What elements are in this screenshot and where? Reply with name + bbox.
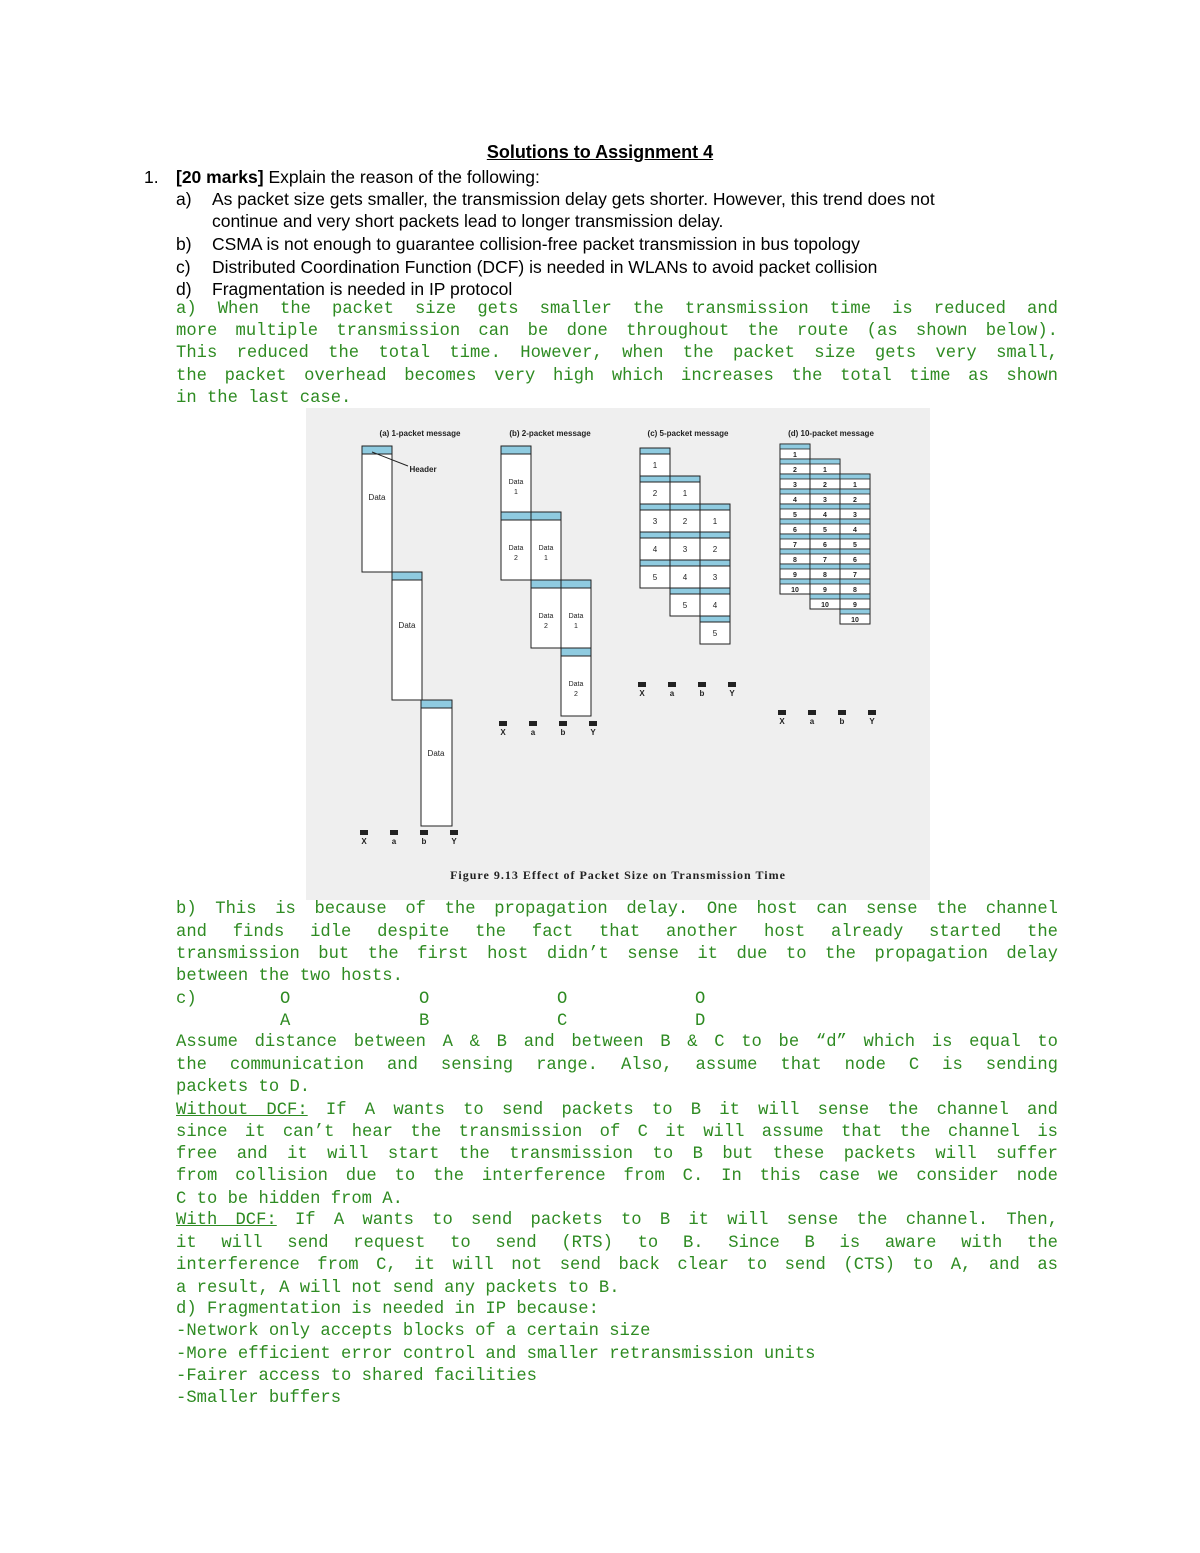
answer-b-line: b) This is because of the propagation delay. One host can sense the channel — [176, 900, 1058, 919]
panel-d-node-label: Y — [869, 717, 875, 726]
panel-title: (c) 5-packet message — [647, 429, 729, 438]
answer-c-without-line: from collision due to the interference from C. In this case we consider node — [176, 1167, 1058, 1186]
packet-d-cell-label: 1 — [853, 482, 857, 489]
packet-c-cell-label: 2 — [712, 545, 718, 554]
packet-a-3 — [421, 700, 452, 826]
packet-d-cell-label: 8 — [823, 572, 827, 579]
packet-d-cell-label: 9 — [853, 602, 857, 609]
answer-c-with-line: interference from C, it will not send back clear to send (CTS) to A, and as — [176, 1256, 1058, 1275]
packet-b-data-label: Data — [508, 479, 524, 486]
packet-c-cell-label: 5 — [682, 601, 688, 610]
packet-d-cell-header — [780, 504, 810, 509]
panel-c-node-marker — [668, 682, 676, 687]
answer-c-with-line — [176, 1211, 1058, 1230]
packet-c-cell-header — [670, 560, 700, 566]
answer-d-point: -Fairer access to shared facilities — [176, 1367, 537, 1386]
panel-d-node-label: b — [839, 717, 845, 726]
packet-c-cell-header — [700, 616, 730, 622]
panel-b-node-label: a — [530, 728, 536, 737]
packet-diagram — [306, 408, 930, 900]
panel-c-node-marker — [728, 682, 736, 687]
packet-d-cell-header — [810, 504, 840, 509]
packet-c-cell-header — [640, 532, 670, 538]
panel-b-node-marker — [589, 721, 597, 726]
packet-d-cell-label: 3 — [823, 497, 827, 504]
packet-b-cell-header — [531, 512, 561, 520]
packet-b-num-label: 1 — [574, 623, 578, 630]
panel-c-node-label: a — [669, 689, 675, 698]
packet-d-cell-label: 5 — [853, 542, 857, 549]
panel-d-node-marker — [778, 710, 786, 715]
packet-c-cell-header — [670, 476, 700, 482]
packet-b-num-label: 2 — [574, 691, 578, 698]
panel-c-node-label: Y — [729, 689, 735, 698]
packet-d-cell-header — [840, 609, 870, 614]
item-label-a: a) — [176, 189, 192, 209]
packet-d-cell-header — [840, 579, 870, 584]
packet-c-cell-header — [640, 504, 670, 510]
panel-title: (d) 10-packet message — [788, 429, 874, 438]
packet-c-cell-header — [700, 560, 730, 566]
packet-d-cell-label: 6 — [823, 542, 827, 549]
answer-b-line: and finds idle despite the fact that another host already started the — [176, 923, 1058, 942]
packet-d-cell-label: 10 — [821, 602, 829, 609]
item-a-line-1: As packet size gets smaller, the transmission delay gets shorter. However, this trend does not — [212, 189, 935, 209]
packet-b-data-label: Data — [538, 545, 554, 552]
item-label-c: c) — [176, 257, 191, 277]
packet-d-cell-header — [780, 459, 810, 464]
packet-c-cell-header — [670, 532, 700, 538]
node-circle: O — [280, 990, 291, 1009]
without-dcf-text: If A wants to send packets to B it will sense the channel and — [307, 1101, 1058, 1120]
packet-d-cell-label: 9 — [823, 587, 827, 594]
node-circle: O — [419, 990, 430, 1009]
packet-c-cell-header — [670, 588, 700, 594]
packet-d-cell-label: 8 — [853, 587, 857, 594]
packet-d-cell-header — [810, 519, 840, 524]
panel-c-node-label: X — [639, 689, 645, 698]
packet-c-cell-label: 2 — [682, 517, 688, 526]
packet-d-cell-header — [810, 534, 840, 539]
packet-b-num-label: 1 — [544, 555, 548, 562]
answer-b-line: transmission but the first host didn’t sense it due to the propagation delay — [176, 945, 1058, 964]
question-marks: [20 marks] — [176, 167, 264, 187]
packet-d-cell-header — [780, 489, 810, 494]
packet-d-cell-header — [810, 594, 840, 599]
packet-d-cell-label: 5 — [793, 512, 797, 519]
panel-b-node-label: X — [500, 728, 506, 737]
packet-b-num-label: 1 — [514, 489, 518, 496]
answer-c-with-line: a result, A will not send any packets to B. — [176, 1279, 620, 1298]
panel-a-node-label: a — [391, 837, 397, 846]
packet-d-cell-label: 4 — [823, 512, 827, 519]
packet-c-cell-label: 3 — [682, 545, 688, 554]
packet-d-cell-label: 7 — [823, 557, 827, 564]
packet-b-cell-header — [501, 446, 531, 454]
answer-a-line: in the last case. — [176, 389, 352, 408]
packet-c-cell-header — [670, 504, 700, 510]
packet-d-cell-label: 4 — [793, 497, 797, 504]
item-c-line-1: Distributed Coordination Function (DCF) is needed in WLANs to avoid packet collision — [212, 257, 878, 277]
panel-b-node-marker — [559, 721, 567, 726]
node-label-a: A — [280, 1012, 291, 1031]
packet-c-cell-label: 5 — [712, 629, 718, 638]
packet-b-cell-header — [561, 648, 591, 656]
packet-b-data-label: Data — [568, 613, 584, 620]
packet-d-cell-header — [780, 474, 810, 479]
panel-d-node-marker — [838, 710, 846, 715]
packet-c-cell-label: 2 — [652, 489, 658, 498]
answer-a-line: This reduced the total time. However, when the packet size gets very small, — [176, 344, 1058, 363]
answer-c-without-line: since it can’t hear the transmission of C it will assume that the channel is — [176, 1123, 1058, 1142]
packet-b-cell-header — [501, 512, 531, 520]
packet-b-data-label: Data — [538, 613, 554, 620]
packet-a-2-header — [392, 572, 422, 580]
packet-d-cell-label: 10 — [791, 587, 799, 594]
packet-d-cell-label: 3 — [793, 482, 797, 489]
packet-d-cell-label: 6 — [853, 557, 857, 564]
panel-d-node-label: a — [809, 717, 815, 726]
panel-a-node-marker — [450, 830, 458, 835]
packet-c-cell-label: 1 — [652, 461, 658, 470]
panel-title: (b) 2-packet message — [509, 429, 591, 438]
packet-b-num-label: 2 — [544, 623, 548, 630]
answer-a-line: the packet overhead becomes very high which increases the total time as shown — [176, 367, 1058, 386]
packet-d-cell-header — [780, 549, 810, 554]
packet-c-cell-header — [700, 532, 730, 538]
packet-b-data-label: Data — [508, 545, 524, 552]
question-number: 1. — [144, 167, 159, 187]
packet-a-1 — [362, 446, 392, 572]
packet-c-cell-label: 3 — [652, 517, 658, 526]
answer-c-without-line: C to be hidden from A. — [176, 1190, 403, 1209]
packet-d-cell-label: 7 — [853, 572, 857, 579]
question-prompt-text: Explain the reason of the following: — [268, 167, 540, 187]
packet-c-cell-label: 1 — [682, 489, 688, 498]
answer-c-without-line: free and it will start the transmission to B but these packets will suffer — [176, 1145, 1058, 1164]
question-prompt — [176, 167, 540, 188]
panel-a-node-label: Y — [451, 837, 457, 846]
figure-caption: Figure 9.13 Effect of Packet Size on Transmission Time — [450, 868, 786, 882]
packet-b-num-label: 2 — [514, 555, 518, 562]
packet-d-cell-header — [780, 564, 810, 569]
panel-b-node-marker — [499, 721, 507, 726]
header-label: Header — [409, 465, 437, 474]
packet-d-cell-label: 2 — [853, 497, 857, 504]
packet-c-cell-label: 1 — [712, 517, 718, 526]
item-label-d: d) — [176, 279, 192, 299]
panel-title: (a) 1-packet message — [379, 429, 461, 438]
packet-d-cell-label: 1 — [793, 452, 797, 459]
panel-a-node-label: b — [421, 837, 427, 846]
packet-d-cell-header — [810, 489, 840, 494]
packet-d-cell-header — [840, 534, 870, 539]
packet-a-1-header — [362, 446, 392, 454]
packet-b-cell-header — [531, 580, 561, 588]
packet-c-cell-label: 5 — [652, 573, 658, 582]
packet-a-3-header — [421, 700, 452, 708]
packet-d-cell-label: 2 — [823, 482, 827, 489]
packet-c-cell-label: 3 — [712, 573, 718, 582]
packet-c-cell-label: 4 — [682, 573, 688, 582]
panel-c-node-label: b — [699, 689, 705, 698]
packet-d-cell-label: 3 — [853, 512, 857, 519]
page-title: Solutions to Assignment 4 — [486, 142, 714, 162]
panel-d-node-marker — [808, 710, 816, 715]
panel-c-node-marker — [698, 682, 706, 687]
packet-a-2-label: Data — [398, 621, 416, 630]
node-label-b: B — [419, 1012, 430, 1031]
packet-a-2 — [392, 572, 422, 700]
packet-d-cell-label: 7 — [793, 542, 797, 549]
packet-d-cell-label: 9 — [793, 572, 797, 579]
panel-b-node-label: b — [560, 728, 566, 737]
item-a-line-2: continue and very short packets lead to longer transmission delay. — [212, 211, 724, 231]
packet-c-cell-header — [640, 560, 670, 566]
packet-d-cell-label: 6 — [793, 527, 797, 534]
packet-d-cell-header — [840, 489, 870, 494]
panel-d-node-label: X — [779, 717, 785, 726]
packet-d-cell-label: 8 — [793, 557, 797, 564]
item-d-line-1: Fragmentation is needed in IP protocol — [212, 279, 513, 299]
packet-d-cell-header — [810, 474, 840, 479]
answer-c-without-line — [176, 1101, 1058, 1120]
answer-b-line: between the two hosts. — [176, 967, 403, 986]
without-dcf-heading: Without DCF: — [176, 1101, 308, 1120]
packet-c-cell-header — [640, 448, 670, 454]
packet-d-cell-header — [840, 594, 870, 599]
node-circle: O — [695, 990, 706, 1009]
packet-d-cell-header — [840, 549, 870, 554]
packet-b-data-label: Data — [568, 681, 584, 688]
packet-d-cell-header — [780, 444, 810, 449]
panel-a-node-marker — [420, 830, 428, 835]
packet-d-cell-header — [840, 564, 870, 569]
packet-d-cell-label: 10 — [851, 617, 859, 624]
packet-d-cell-label: 2 — [793, 467, 797, 474]
packet-size-figure — [306, 408, 930, 900]
answer-c-with-line: it will send request to send (RTS) to B. Since B is aware with the — [176, 1234, 1058, 1253]
with-dcf-heading: With DCF: — [176, 1211, 277, 1230]
packet-d-cell-header — [780, 534, 810, 539]
node-label-d: D — [695, 1012, 706, 1031]
panel-d-node-marker — [868, 710, 876, 715]
answer-a-line: a) When the packet size gets smaller the transmission time is reduced and — [176, 300, 1058, 319]
packet-d-cell-header — [840, 504, 870, 509]
packet-d-cell-header — [810, 549, 840, 554]
panel-a-node-marker — [360, 830, 368, 835]
packet-d-cell-header — [810, 564, 840, 569]
answer-c-assume: Assume distance between A & B and between B & C to be “d” which is equal to — [176, 1033, 1058, 1052]
answer-d-point: -Smaller buffers — [176, 1389, 342, 1408]
node-label-c: C — [557, 1012, 568, 1031]
packet-c-cell-header — [700, 588, 730, 594]
packet-d-cell-header — [780, 519, 810, 524]
packet-d-cell-header — [810, 459, 840, 464]
answer-c-label: c) — [176, 990, 197, 1009]
packet-d-cell-header — [780, 579, 810, 584]
panel-b-node-label: Y — [590, 728, 596, 737]
packet-d-cell-label: 5 — [823, 527, 827, 534]
packet-b-cell-header — [561, 580, 591, 588]
packet-d-cell-header — [810, 579, 840, 584]
packet-d-cell-label: 4 — [853, 527, 857, 534]
panel-a-node-marker — [390, 830, 398, 835]
answer-d-intro: d) Fragmentation is needed in IP because: — [176, 1300, 599, 1319]
with-dcf-text: If A wants to send packets to B it will sense the channel. Then, — [276, 1211, 1059, 1230]
packet-d-cell-label: 1 — [823, 467, 827, 474]
answer-d-point: -Network only accepts blocks of a certain size — [176, 1322, 651, 1341]
node-circle: O — [557, 990, 568, 1009]
packet-a-3-label: Data — [427, 749, 445, 758]
panel-a-node-label: X — [361, 837, 367, 846]
answer-d-point: -More efficient error control and smaller retransmission units — [176, 1345, 816, 1364]
panel-c-node-marker — [638, 682, 646, 687]
item-label-b: b) — [176, 234, 192, 254]
panel-b-node-marker — [529, 721, 537, 726]
packet-d-cell-header — [840, 474, 870, 479]
item-b-line-1: CSMA is not enough to guarantee collision-free packet transmission in bus topology — [212, 234, 860, 254]
packet-c-cell-header — [640, 476, 670, 482]
answer-c-assume: the communication and sensing range. Also, assume that node C is sending — [176, 1056, 1058, 1075]
packet-c-cell-label: 4 — [652, 545, 658, 554]
answer-a-line: more multiple transmission can be done throughout the route (as shown below). — [176, 322, 1058, 341]
packet-c-cell-label: 4 — [712, 601, 718, 610]
packet-d-cell-header — [840, 519, 870, 524]
packet-c-cell-header — [700, 504, 730, 510]
answer-c-assume: packets to D. — [176, 1078, 311, 1097]
packet-a-1-label: Data — [368, 493, 386, 502]
